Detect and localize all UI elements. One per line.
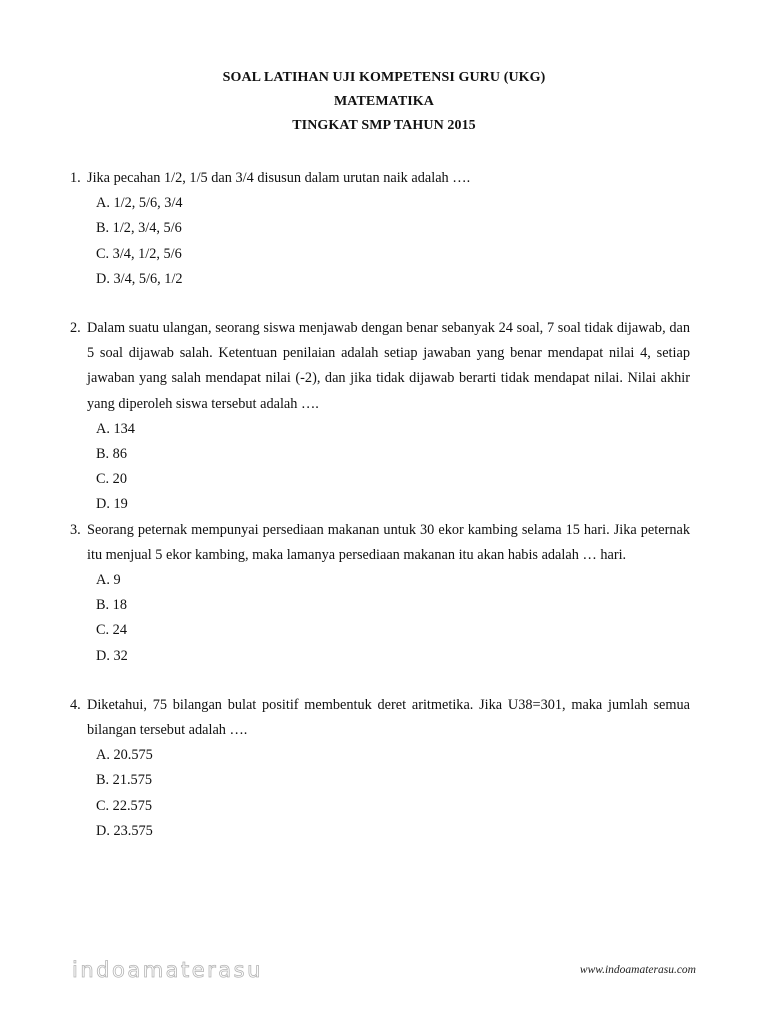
question-stem bbox=[70, 316, 690, 417]
question-text: Seorang peternak mempunyai persediaan makanan untuk 30 ekor kambing selama 15 hari. Jika peternak itu menjual 5 ekor kambing, maka lamanya persediaan makanan itu akan habis adalah … hari. bbox=[87, 521, 690, 563]
option-d: D. 23.575 bbox=[96, 822, 153, 839]
option-b: B. 18 bbox=[96, 597, 127, 614]
question-2 bbox=[70, 316, 690, 518]
option-c: C. 22.575 bbox=[96, 797, 153, 814]
option-d: D. 32 bbox=[96, 647, 128, 664]
question-number: 1. bbox=[70, 170, 81, 186]
question-stem bbox=[70, 166, 690, 191]
title-line-3: TINGKAT SMP TAHUN 2015 bbox=[292, 118, 476, 133]
option-d: D. 19 bbox=[96, 496, 128, 513]
question-1 bbox=[70, 166, 690, 292]
option-a: A. 134 bbox=[96, 420, 135, 437]
question-stem bbox=[70, 518, 690, 568]
footer-logo: indoamaterasu bbox=[72, 958, 263, 982]
option-b: B. 21.575 bbox=[96, 772, 153, 789]
question-number: 2. bbox=[70, 320, 81, 337]
question-number: 4. bbox=[70, 696, 81, 713]
option-a: A. 9 bbox=[96, 572, 121, 589]
spacer bbox=[70, 292, 690, 316]
option-c: C. 3/4, 1/2, 5/6 bbox=[96, 245, 182, 262]
question-list bbox=[70, 166, 690, 844]
option-c: C. 24 bbox=[96, 622, 127, 639]
title-line-2: MATEMATIKA bbox=[333, 94, 435, 109]
option-a: A. 20.575 bbox=[96, 747, 153, 764]
question-text: Dalam suatu ulangan, seorang siswa menjawab dengan benar sebanyak 24 soal, 7 soal tidak dijawab, dan 5 soal dijawab salah. Ketentuan penilaian adalah setiap jawaban yang benar mendapat nilai 4, setiap jawaban yang salah mendapat nilai (-2), dan jika tidak dijawab berarti tidak mendapat nilai. Nilai akhir yang diperoleh siswa tersebut adalah …. bbox=[87, 320, 690, 412]
option-list bbox=[70, 568, 690, 669]
document-header bbox=[0, 66, 768, 138]
option-list bbox=[70, 743, 690, 844]
option-list bbox=[70, 417, 690, 518]
question-4 bbox=[70, 693, 690, 844]
question-text: Jika pecahan 1/2, 1/5 dan 3/4 disusun dalam urutan naik adalah …. bbox=[87, 170, 471, 186]
title-line-1: SOAL LATIHAN UJI KOMPETENSI GURU (UKG) bbox=[222, 70, 546, 85]
question-number: 3. bbox=[70, 521, 81, 538]
option-b: B. 1/2, 3/4, 5/6 bbox=[96, 220, 182, 237]
question-text: Diketahui, 75 bilangan bulat positif membentuk deret aritmetika. Jika U38=301, maka jumlah semua bilangan tersebut adalah …. bbox=[87, 696, 690, 739]
option-c: C. 20 bbox=[96, 471, 127, 488]
spacer bbox=[70, 669, 690, 693]
option-d: D. 3/4, 5/6, 1/2 bbox=[96, 270, 183, 287]
footer-url[interactable]: www.indoamaterasu.com bbox=[579, 964, 696, 976]
option-a: A. 1/2, 5/6, 3/4 bbox=[96, 195, 183, 212]
question-stem bbox=[70, 693, 690, 743]
question-3 bbox=[70, 518, 690, 669]
option-b: B. 86 bbox=[96, 446, 127, 463]
option-list bbox=[70, 191, 690, 292]
